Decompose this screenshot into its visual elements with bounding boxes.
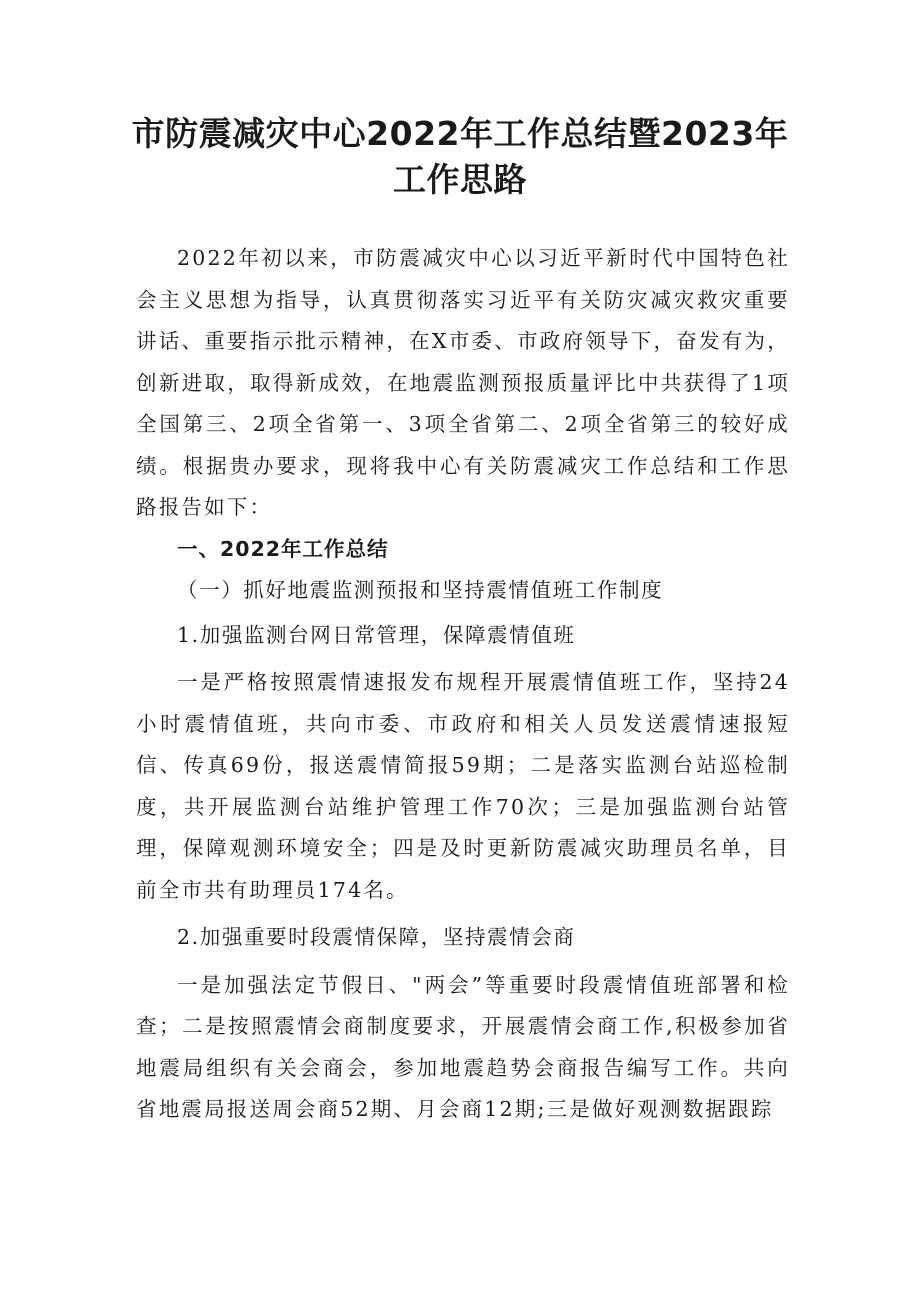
item-heading-2: 2.加强重要时段震情保障，坚持震情会商 [177,925,576,949]
document-body [136,238,790,1131]
section-heading-1: 一、2022年工作总结 [177,536,389,561]
intro-paragraph: 2022年初以来，市防震减灾中心以习近平新时代中国特色社会主义思想为指导，认真贯彻落实习近平有关防灾减灾救灾重要讲话、重要指示批示精神，在X市委、市政府领导下，奋发有为，创新进取，取得新成效，在地震监测预报质量评比中共获得了1项全国第三、2项全省第一、3项全省第二、2项全省第三的较好成绩。根据贵办要求，现将我中心有关防震减灾工作总结和工作思路报告如下： [136,246,790,519]
item-paragraph-1: 一是严格按照震情速报发布规程开展震情值班工作，坚持24小时震情值班，共向市委、市政府和相关人员发送震情速报短信、传真69份，报送震情简报59期；二是落实监测台站巡检制度，共开展监测台站维护管理工作70次；三是加强监测台站管理，保障观测环境安全；四是及时更新防震减灾助理员名单，目前全市共有助理员174名。 [136,670,790,902]
item-heading-1: 1.加强监测台网日常管理，保障震情值班 [177,622,576,647]
subsection-heading-1: （一）抓好地震监测预报和坚持震情值班工作制度 [177,578,664,602]
document-title-line-1: 市防震减灾中心2022年工作总结暨2023年 [131,114,789,153]
document-title-line-2: 工作思路 [393,160,527,199]
item-paragraph-2: 一是加强法定节假日、"两会”等重要时段震情值班部署和检查；二是按照震情会商制度要求，开展震情会商工作,积极参加省地震局组织有关会商会，参加地震趋势会商报告编写工作。共向省地震局报送周会商52期、月会商12期;三是做好观测数据跟踪 [136,972,790,1121]
